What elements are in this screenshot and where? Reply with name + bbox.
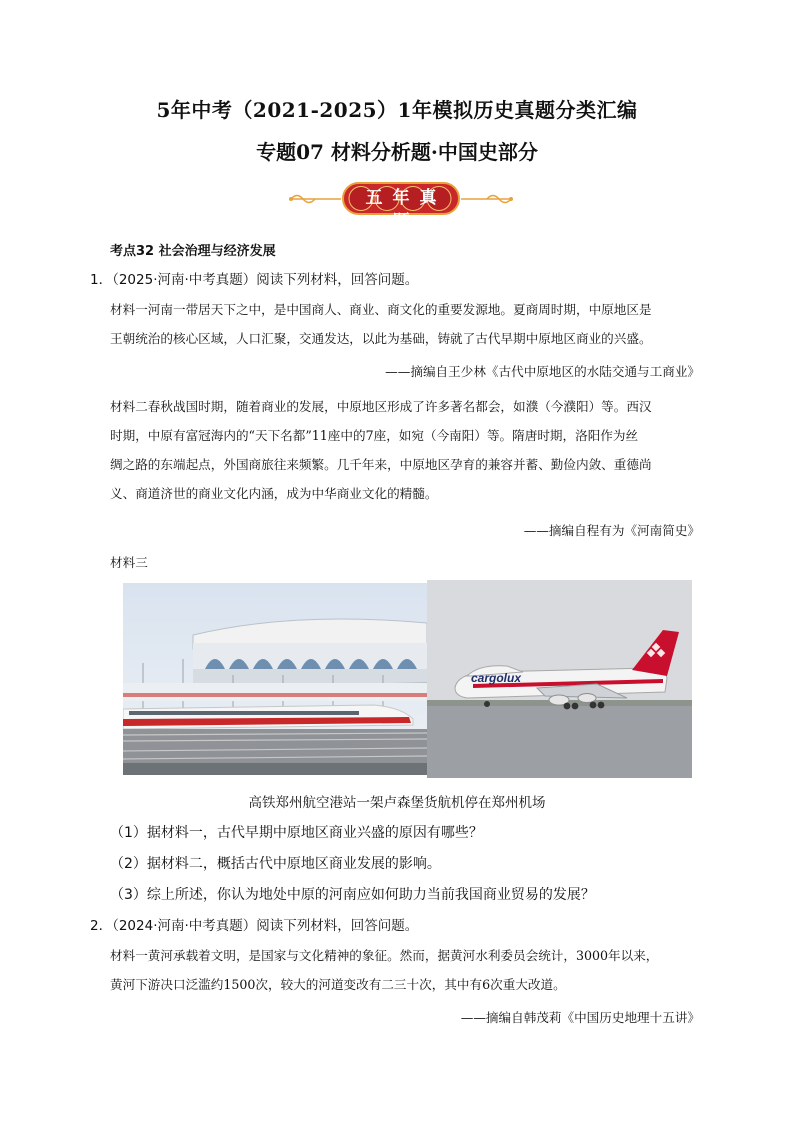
material-line: 材料二春秋战国时期，随着商业的发展，中原地区形成了许多著名都会，如濮（今濮阳）等。西汉 <box>110 399 652 414</box>
question-intro: （2025·河南·中考真题）阅读下列材料，回答问题。 <box>112 272 419 288</box>
question-number: 1． <box>90 272 113 288</box>
q2-material-1-source: ——摘编自韩茂莉《中国历史地理十五讲》 <box>460 1010 700 1025</box>
photo-caption: 高铁郑州航空港站一架卢森堡货航机停在郑州机场 <box>248 795 546 811</box>
plane-livery-text: cargolux <box>471 671 522 685</box>
page-title: 5年中考（2021-2025）1年模拟历史真题分类汇编 <box>156 98 638 122</box>
subquestion-3: （3）综上所述，你认为地处中原的河南应如何助力当前我国商业贸易的发展？ <box>110 887 595 903</box>
question-2-header <box>90 914 418 934</box>
q1-material-1 <box>110 295 710 353</box>
q2-material-1 <box>110 941 710 999</box>
subquestion-1: （1）据材料一，古代早期中原地区商业兴盛的原因有哪些？ <box>110 825 483 841</box>
material-line: 义、商道济世的商业文化内涵，成为中华商业文化的精髓。 <box>110 486 438 501</box>
q1-material-2-source: ——摘编自程有为《河南简史》 <box>523 523 700 538</box>
section-banner <box>285 178 517 232</box>
material-line: 材料一黄河承载着文明，是国家与文化精神的象征。然而，据黄河水利委员会统计，3000年以来， <box>110 948 659 963</box>
page-subtitle: 专题07 材料分析题·中国史部分 <box>256 140 538 164</box>
q1-material-3-label: 材料三 <box>110 555 148 570</box>
material-line: 王朝统治的核心区域，人口汇聚，交通发达，以此为基础，铸就了古代早期中原地区商业的兴盛。 <box>110 331 652 346</box>
material-line: 材料一河南一带居天下之中，是中国商人、商业、商文化的重要发源地。夏商周时期，中原地区是 <box>110 302 652 317</box>
cargo-plane-photo <box>427 580 692 778</box>
q1-material-2 <box>110 392 710 508</box>
railway-station-photo <box>123 583 427 775</box>
material-line: 黄河下游决口泛滥约1500次，较大的河道变改有二三十次，其中有6次重大改道。 <box>110 977 566 992</box>
question-1-header <box>90 268 418 288</box>
subquestion-2: （2）据材料二，概括古代中原地区商业发展的影响。 <box>110 856 441 872</box>
topic-heading: 考点32 社会治理与经济发展 <box>110 244 276 259</box>
q1-material-1-source: ——摘编自王少林《古代中原地区的水陆交通与工商业》 <box>385 364 700 379</box>
question-number: 2． <box>90 918 113 934</box>
material-line: 绸之路的东端起点，外国商旅往来频繁。几千年来，中原地区孕育的兼容并蓄、勤俭内敛、重德尚 <box>110 457 652 472</box>
question-intro: （2024·河南·中考真题）阅读下列材料，回答问题。 <box>112 918 419 934</box>
material-line: 时期，中原有富冠海内的“天下名都”11座中的7座，如宛（今南阳）等。隋唐时期，洛阳作为丝 <box>110 428 639 443</box>
banner-label: 五年真题 <box>365 188 447 232</box>
